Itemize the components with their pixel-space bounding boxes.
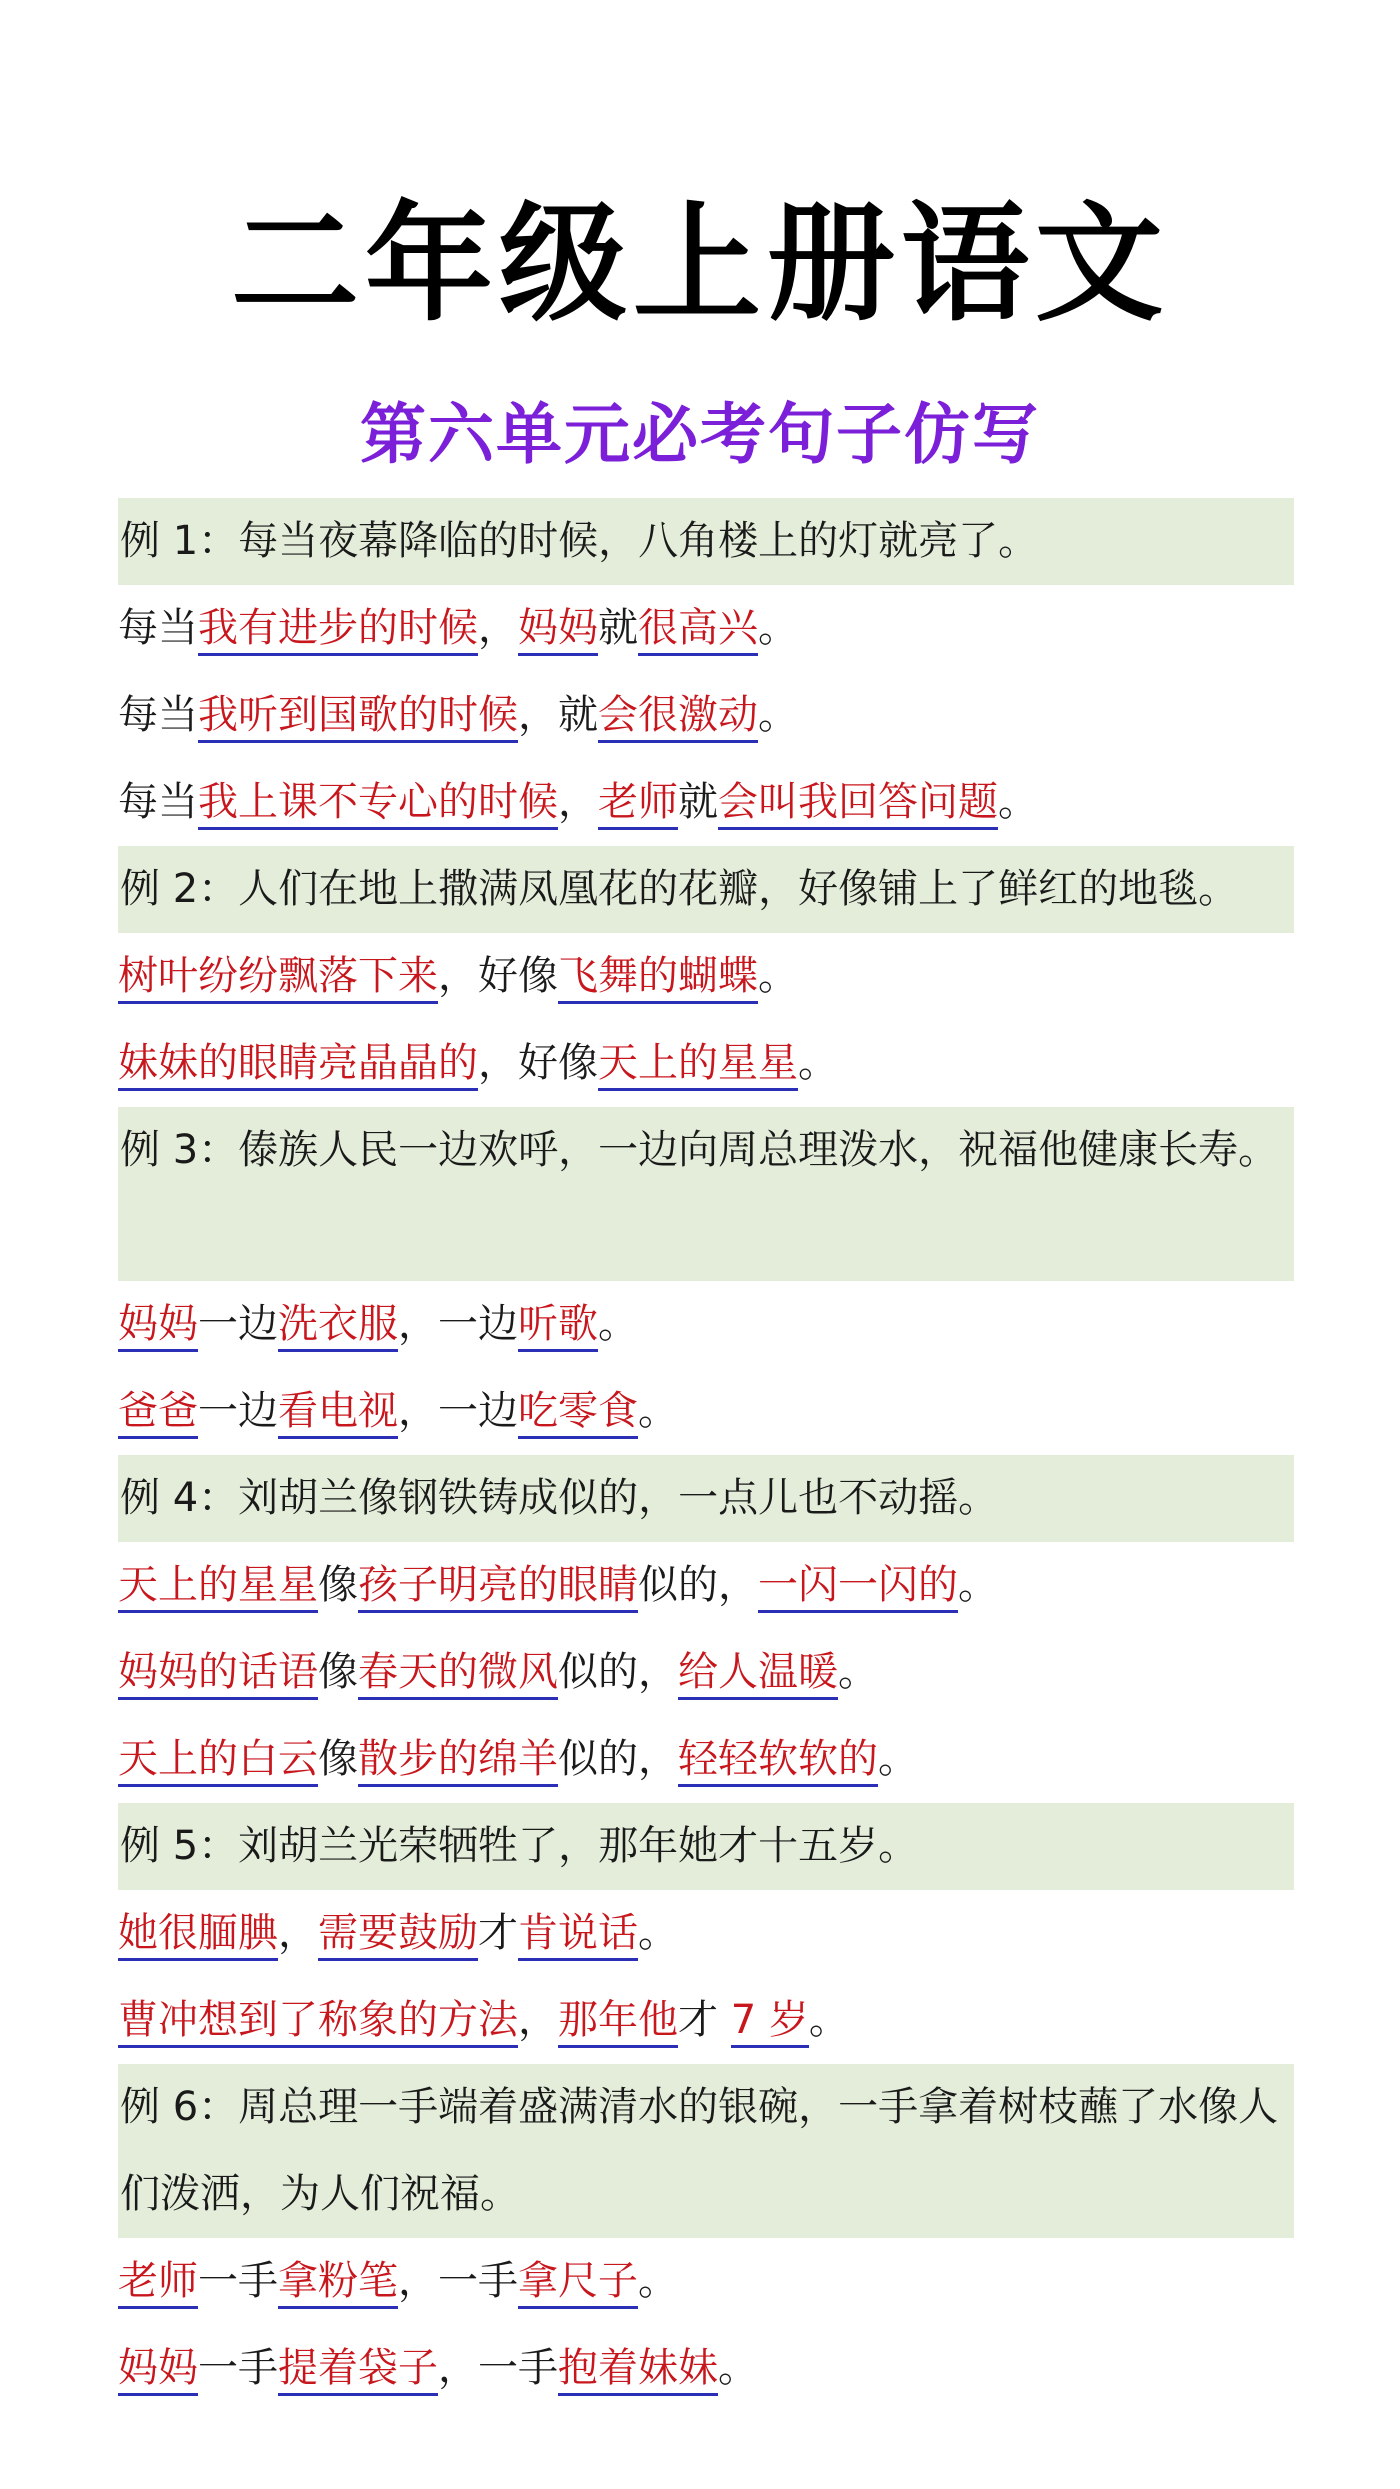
plain-text: ， bbox=[558, 779, 598, 825]
plain-text: 像 bbox=[318, 1649, 358, 1695]
plain-text: 就 bbox=[598, 605, 638, 651]
highlighted-phrase: 抱着妹妹 bbox=[558, 2345, 718, 2396]
plain-text: 像 bbox=[318, 1736, 358, 1782]
plain-text: ，一手 bbox=[438, 2345, 558, 2391]
highlighted-phrase: 一闪一闪的 bbox=[758, 1562, 958, 1613]
highlighted-phrase: 会很激动 bbox=[598, 692, 758, 743]
highlighted-phrase: 孩子明亮的眼睛 bbox=[358, 1562, 638, 1613]
plain-text: 似的， bbox=[638, 1562, 758, 1608]
plain-text: ，好像 bbox=[478, 1040, 598, 1086]
highlighted-phrase: 树叶纷纷飘落下来 bbox=[118, 953, 438, 1004]
example-sentence bbox=[118, 498, 1294, 585]
answer-sentence bbox=[118, 2238, 1294, 2325]
plain-text: 例 2：人们在地上撒满凤凰花的花瓣，好像铺上了鲜红的地毯。 bbox=[120, 866, 1239, 912]
plain-text: 才 bbox=[478, 1910, 518, 1956]
highlighted-phrase: 春天的微风 bbox=[358, 1649, 558, 1700]
answer-sentence bbox=[118, 759, 1294, 846]
answer-sentence bbox=[118, 1629, 1294, 1716]
plain-text: 每当 bbox=[118, 779, 198, 825]
plain-text: 一手 bbox=[198, 2345, 278, 2391]
example-sentence bbox=[118, 1107, 1294, 1281]
highlighted-phrase: 听歌 bbox=[518, 1301, 598, 1352]
answer-sentence bbox=[118, 1890, 1294, 1977]
plain-text: ，好像 bbox=[438, 953, 558, 999]
highlighted-phrase: 妈妈 bbox=[518, 605, 598, 656]
sentence-list bbox=[118, 498, 1294, 2412]
answer-sentence bbox=[118, 1281, 1294, 1368]
highlighted-phrase: 老师 bbox=[118, 2258, 198, 2309]
highlighted-phrase: 吃零食 bbox=[518, 1388, 638, 1439]
answer-sentence bbox=[118, 1368, 1294, 1455]
plain-text: 。 bbox=[838, 1649, 878, 1695]
highlighted-phrase: 肯说话 bbox=[518, 1910, 638, 1961]
highlighted-phrase: 天上的星星 bbox=[598, 1040, 798, 1091]
plain-text: ， bbox=[478, 605, 518, 651]
plain-text: 一边 bbox=[198, 1301, 278, 1347]
plain-text: 例 6：周总理一手端着盛满清水的银碗，一手拿着树枝蘸了水像人们泼洒，为人们祝福。 bbox=[120, 2084, 1279, 2217]
highlighted-phrase: 我上课不专心的时候 bbox=[198, 779, 558, 830]
highlighted-phrase: 她很腼腆 bbox=[118, 1910, 278, 1961]
highlighted-phrase: 我听到国歌的时候 bbox=[198, 692, 518, 743]
plain-text: 例 4：刘胡兰像钢铁铸成似的，一点儿也不动摇。 bbox=[120, 1475, 999, 1521]
plain-text: 一手 bbox=[198, 2258, 278, 2304]
highlighted-phrase: 很高兴 bbox=[638, 605, 758, 656]
highlighted-phrase: 妹妹的眼睛亮晶晶的 bbox=[118, 1040, 478, 1091]
plain-text: 。 bbox=[718, 2345, 758, 2391]
plain-text: 。 bbox=[638, 2258, 678, 2304]
example-sentence bbox=[118, 846, 1294, 933]
plain-text: ，一边 bbox=[398, 1301, 518, 1347]
plain-text: ，一手 bbox=[398, 2258, 518, 2304]
page-title: 二年级上册语文 bbox=[230, 190, 1169, 339]
example-sentence bbox=[118, 1455, 1294, 1542]
highlighted-phrase: 天上的星星 bbox=[118, 1562, 318, 1613]
plain-text: 。 bbox=[638, 1910, 678, 1956]
plain-text: 例 1：每当夜幕降临的时候，八角楼上的灯就亮了。 bbox=[120, 518, 1039, 564]
plain-text: 。 bbox=[998, 779, 1038, 825]
plain-text: 似的， bbox=[558, 1736, 678, 1782]
highlighted-phrase: 看电视 bbox=[278, 1388, 398, 1439]
highlighted-phrase: 天上的白云 bbox=[118, 1736, 318, 1787]
plain-text: ， bbox=[518, 1997, 558, 2043]
highlighted-phrase: 散步的绵羊 bbox=[358, 1736, 558, 1787]
answer-sentence bbox=[118, 1716, 1294, 1803]
highlighted-phrase: 飞舞的蝴蝶 bbox=[558, 953, 758, 1004]
plain-text: ， bbox=[278, 1910, 318, 1956]
plain-text: 。 bbox=[638, 1388, 678, 1434]
plain-text: ，一边 bbox=[398, 1388, 518, 1434]
plain-text: 。 bbox=[598, 1301, 638, 1347]
plain-text: 。 bbox=[758, 953, 798, 999]
plain-text: 。 bbox=[808, 1997, 849, 2043]
highlighted-phrase: 爸爸 bbox=[118, 1388, 198, 1439]
plain-text: 。 bbox=[758, 692, 798, 738]
plain-text: 。 bbox=[878, 1736, 918, 1782]
answer-sentence bbox=[118, 585, 1294, 672]
highlighted-phrase: 提着袋子 bbox=[278, 2345, 438, 2396]
highlighted-phrase: 妈妈 bbox=[118, 1301, 198, 1352]
plain-text: 每当 bbox=[118, 692, 198, 738]
example-sentence bbox=[118, 1803, 1294, 1890]
plain-text: 似的， bbox=[558, 1649, 678, 1695]
highlighted-phrase: 7 岁 bbox=[731, 1997, 809, 2048]
highlighted-phrase: 会叫我回答问题 bbox=[718, 779, 998, 830]
highlighted-phrase: 我有进步的时候 bbox=[198, 605, 478, 656]
example-sentence bbox=[118, 2064, 1294, 2238]
highlighted-phrase: 需要鼓励 bbox=[318, 1910, 478, 1961]
plain-text: 像 bbox=[318, 1562, 358, 1608]
plain-text: ，就 bbox=[518, 692, 598, 738]
highlighted-phrase: 老师 bbox=[598, 779, 678, 830]
highlighted-phrase: 洗衣服 bbox=[278, 1301, 398, 1352]
plain-text: 例 5：刘胡兰光荣牺牲了，那年她才十五岁。 bbox=[120, 1823, 919, 1869]
highlighted-phrase: 曹冲想到了称象的方法 bbox=[118, 1997, 518, 2048]
plain-text: 。 bbox=[758, 605, 798, 651]
plain-text: 一边 bbox=[198, 1388, 278, 1434]
plain-text: 。 bbox=[958, 1562, 998, 1608]
answer-sentence bbox=[118, 1020, 1294, 1107]
answer-sentence bbox=[118, 933, 1294, 1020]
plain-text: 才 bbox=[678, 1997, 731, 2043]
highlighted-phrase: 那年他 bbox=[558, 1997, 678, 2048]
answer-sentence bbox=[118, 1542, 1294, 1629]
answer-sentence bbox=[118, 672, 1294, 759]
highlighted-phrase: 给人温暖 bbox=[678, 1649, 838, 1700]
plain-text: 每当 bbox=[118, 605, 198, 651]
highlighted-phrase: 拿尺子 bbox=[518, 2258, 638, 2309]
answer-sentence bbox=[118, 1977, 1294, 2064]
page-subtitle: 第六单元必考句子仿写 bbox=[360, 396, 1040, 473]
answer-sentence bbox=[118, 2325, 1294, 2412]
highlighted-phrase: 妈妈 bbox=[118, 2345, 198, 2396]
plain-text: 例 3：傣族人民一边欢呼，一边向周总理泼水，祝福他健康长寿。 bbox=[120, 1127, 1279, 1173]
highlighted-phrase: 轻轻软软的 bbox=[678, 1736, 878, 1787]
highlighted-phrase: 拿粉笔 bbox=[278, 2258, 398, 2309]
plain-text: 。 bbox=[798, 1040, 838, 1086]
plain-text: 就 bbox=[678, 779, 718, 825]
highlighted-phrase: 妈妈的话语 bbox=[118, 1649, 318, 1700]
